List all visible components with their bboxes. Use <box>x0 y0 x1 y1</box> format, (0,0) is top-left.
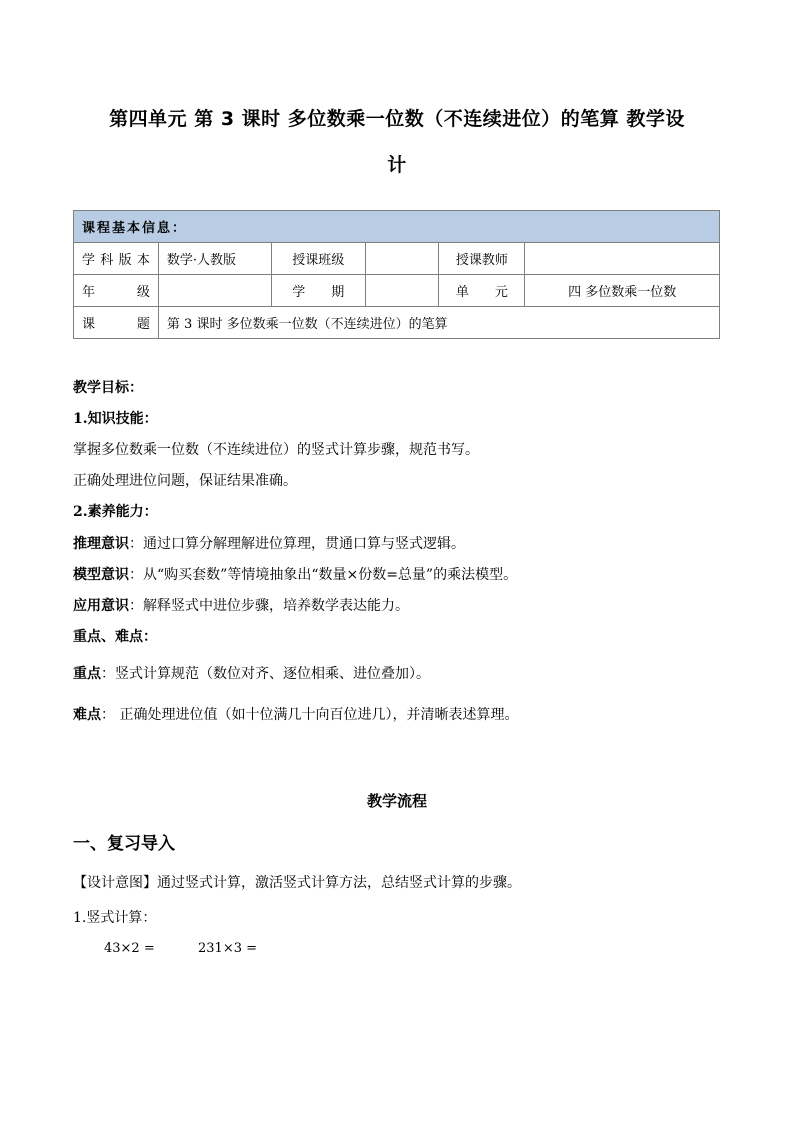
key-text: ：竖式计算规范（数位对齐、逐位相乘、进位叠加）。 <box>101 666 430 682</box>
course-info-row <box>74 243 720 275</box>
knowledge-item: 正确处理进位问题，保证结果准确。 <box>73 473 297 489</box>
design-text: 通过竖式计算，激活竖式计算方法，总结竖式计算的步骤。 <box>157 875 521 891</box>
model-label: 模型意识 <box>73 567 129 583</box>
term-value <box>365 275 439 307</box>
apply-label: 应用意识 <box>73 598 129 614</box>
document-title-line1: 第四单元 第 3 课时 多位数乘一位数（不连续进位）的笔算 教学设 <box>109 108 685 130</box>
course-info-header-row <box>74 211 720 243</box>
difficult-label: 难点 <box>73 707 101 723</box>
design-intent <box>73 873 521 893</box>
term-label: 学 期 <box>271 275 365 307</box>
apply-item <box>73 596 409 616</box>
apply-text: ：解释竖式中进位步骤，培养数学表达能力。 <box>129 598 409 614</box>
literacy-heading: 2.素养能力： <box>73 504 158 520</box>
class-value <box>365 243 439 275</box>
unit-value: 四 多位数乘一位数 <box>525 275 720 307</box>
subject-value: 数学·人教版 <box>158 243 271 275</box>
grade-value <box>158 275 271 307</box>
teacher-value <box>525 243 720 275</box>
design-label: 【设计意图】 <box>73 875 157 891</box>
course-info-row <box>74 307 720 339</box>
key-label: 重点 <box>73 666 101 682</box>
teacher-label: 授课教师 <box>439 243 525 275</box>
section-title: 一、复习导入 <box>73 834 175 854</box>
reasoning-label: 推理意识 <box>73 536 129 552</box>
teaching-flow-title: 教学流程 <box>366 792 427 810</box>
topic-label: 课 题 <box>74 307 159 339</box>
document-title-line2: 计 <box>387 154 407 176</box>
document-title <box>60 96 734 188</box>
difficult-text: ： 正确处理进位值（如十位满几十向百位进几），并清晰表述算理。 <box>101 707 519 723</box>
subject-label: 学科版本 <box>74 243 159 275</box>
model-text: ：从“购买套数”等情境抽象出“数量×份数=总量”的乘法模型。 <box>129 567 518 583</box>
course-info-table <box>73 210 720 339</box>
calc-problem: 231×3 = <box>198 941 258 956</box>
class-label: 授课班级 <box>271 243 365 275</box>
reasoning-item <box>73 534 465 554</box>
calc-problem: 43×2 = <box>104 941 155 956</box>
grade-label: 年 级 <box>74 275 159 307</box>
course-info-header: 课程基本信息： <box>74 211 720 243</box>
knowledge-item: 掌握多位数乘一位数（不连续进位）的竖式计算步骤，规范书写。 <box>73 442 479 458</box>
difficult-point <box>73 705 518 725</box>
unit-label: 单 元 <box>439 275 525 307</box>
key-point <box>73 664 430 684</box>
objectives-heading: 教学目标： <box>73 380 143 396</box>
model-item <box>73 565 517 585</box>
reasoning-text: ：通过口算分解理解进位算理，贯通口算与竖式逻辑。 <box>129 536 465 552</box>
knowledge-heading: 1.知识技能： <box>73 411 158 427</box>
course-info-row <box>74 275 720 307</box>
topic-value: 第 3 课时 多位数乘一位数（不连续进位）的笔算 <box>158 307 719 339</box>
task-heading: 1.竖式计算： <box>73 910 157 926</box>
keypoints-heading: 重点、难点： <box>73 629 157 645</box>
